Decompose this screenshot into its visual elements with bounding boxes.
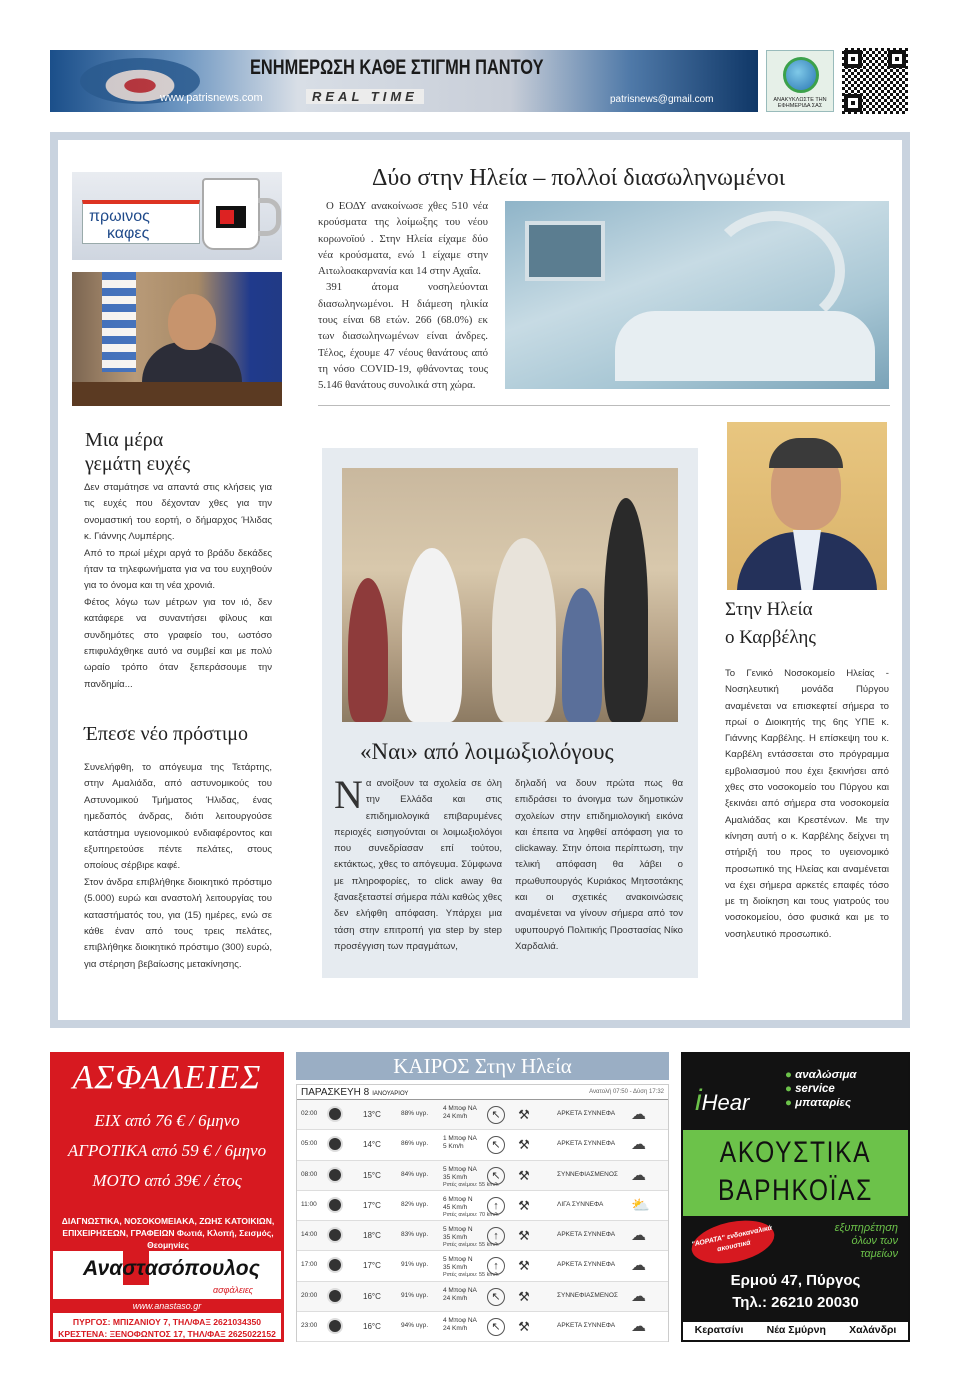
windmill-icon: ⚒	[518, 1319, 530, 1335]
weather-temp: 16°C	[363, 1291, 381, 1301]
wind-direction-icon: ↑	[487, 1257, 505, 1275]
top-banner[interactable]	[50, 50, 758, 112]
adult-figure	[604, 498, 648, 722]
weather-row	[297, 1282, 668, 1312]
cloud-icon: ☁	[631, 1287, 646, 1305]
kafes-text	[89, 208, 150, 242]
weather-humidity: 91% υγρ.	[401, 1291, 429, 1299]
schools-col1-text: α ανοίξουν τα σχολεία σε όλη την Ελλάδα και στις επιδημιολογικά επιβαρυμένες περιοχές εισηγούνται οι λοιμωξιολόγοι που συνεδρίασαν επί τούτου, εκτάκτως, χθες το απόγευμα. Σύμφωνα με πληροφορίες, το click away θα ξαναεξεταστεί σήμερα πάλι καθώς χθες δεν ελήφθη απόφαση. Υπάρχει μια τάση στην επιτροπή για step by step προσέγγιση των πραγμάτων,	[334, 778, 502, 952]
hear-service-note	[835, 1222, 898, 1261]
hear-address: Ερμού 47, Πύργος	[730, 1272, 861, 1289]
weather-temp: 16°C	[363, 1322, 381, 1332]
weather-desc: ΑΡΚΕΤΑ ΣΥΝΝΕΦΑ	[557, 1110, 616, 1117]
weather-humidity: 83% υγρ.	[401, 1231, 429, 1239]
weather-temp: 18°C	[363, 1231, 381, 1241]
cloud-icon: ☁	[631, 1257, 646, 1275]
insurance-offer: ΕΙΧ από 76 € / 6μηνο	[94, 1111, 240, 1130]
weather-wind: 5 Μποφ NA	[443, 1165, 477, 1173]
insurance-ad-top	[53, 1055, 281, 1251]
insurance-title: ΑΣΦΑΛΕΙΕΣ	[72, 1059, 262, 1096]
clock-icon	[327, 1257, 343, 1273]
hear-city: Χαλάνδρι	[849, 1324, 897, 1336]
weather-desc: ΑΡΚΕΤΑ ΣΥΝΝΕΦΑ	[557, 1261, 616, 1269]
hear-phone[interactable]: Τηλ.: 26210 20030	[732, 1294, 859, 1311]
covid-paragraph: 391 άτομα νοσηλεύονται διασωληνωμένοι. Η διάμεση ηλικία τους είναι 68 ετών. 266 (68.0%) εκ των διασωληνωμένων είναι άνδρες. Τέλος, έχουμε 47 νέους θανάτους από τη νόσο COVID-19, φθάνοντας τους 5.146 θανάτους συνολικά στη χώρα.	[318, 281, 488, 392]
cloud-icon: ☁	[631, 1136, 646, 1154]
child-figure	[562, 588, 602, 722]
banner-realtime: REAL TIME	[306, 89, 424, 104]
recycle-globe-icon	[783, 57, 819, 93]
schools-title: «Ναι» από λοιμωξιολόγους	[360, 739, 614, 764]
fine-title: Έπεσε νέο πρόστιμο	[84, 723, 248, 745]
weather-table	[296, 1084, 669, 1342]
clock-icon	[327, 1288, 343, 1304]
hear-headline: ΒΑΡΗΚΟΪΑΣ	[717, 1174, 873, 1207]
banner-website[interactable]: www.patrisnews.com	[160, 92, 263, 104]
weather-row	[297, 1221, 668, 1251]
windmill-icon: ⚒	[518, 1167, 530, 1183]
weather-day	[301, 1087, 408, 1098]
cloud-icon: ⛅	[631, 1196, 650, 1214]
child-figure	[348, 578, 388, 722]
karvelis-photo	[727, 422, 887, 590]
mayor-face	[168, 294, 216, 350]
weather-wind: 5 Μποφ N	[443, 1226, 473, 1234]
kafes-line1: πρωινος	[89, 208, 150, 225]
coffee-mug-icon	[202, 178, 260, 250]
insurance-brand: Αναστασόπουλος	[83, 1257, 260, 1280]
weather-gust: Ριπές ανέμου: 55 km/h	[443, 1242, 499, 1249]
weather-time: 11:00	[301, 1200, 317, 1208]
insurance-offer: ΜΟΤΟ από 39€ / έτος	[92, 1171, 242, 1190]
insurance-address: ΠΥΡΓΟΣ: ΜΠΙΖΑΝΙΟΥ 7, ΤΗΛ/ΦΑΞ 2621034350	[72, 1317, 262, 1327]
kafes-sign	[82, 200, 200, 244]
clock-icon	[327, 1106, 343, 1122]
hear-logo-text: Hear	[701, 1090, 750, 1115]
hear-badge: "ΑΟΡΑΤΑ" ενδοκαναλικά ακουστικά	[688, 1214, 778, 1271]
weather-time: 08:00	[301, 1170, 318, 1178]
weather-row	[297, 1191, 668, 1221]
clock-icon	[327, 1167, 343, 1183]
weather-desc: ΑΡΚΕΤΑ ΣΥΝΝΕΦΑ	[557, 1322, 616, 1330]
weather-day-header	[297, 1085, 668, 1100]
child-figure	[402, 548, 462, 722]
fine-paragraph: Συνελήφθη, το απόγευμα της Τετάρτης, στην Αμαλιάδα, από αστυνομικούς του Αστυνομικού Τμήματος Ήλιδας, ένας ημεδαπός άνδρας, διότι λειτουργούσε κατάστημα υγειονομικού ενδιαφέροντος και εξυπηρετούσε πέντε πελάτες, στους οποίους σέρβιρε καφέ.	[84, 762, 272, 872]
weather-wind: 4 Μποφ NA	[443, 1105, 477, 1112]
hear-city: Κερατσίνι	[694, 1324, 744, 1336]
weather-speed: 45 Km/h	[443, 1203, 468, 1211]
weather-temp: 13°C	[363, 1110, 381, 1119]
main-article-title: Δύο στην Ηλεία – πολλοί διασωληνωμένοι	[372, 165, 786, 191]
windmill-icon: ⚒	[518, 1288, 530, 1304]
hear-logo	[695, 1084, 749, 1118]
weather-temp: 17°C	[363, 1200, 381, 1210]
kafes-column-logo	[72, 172, 282, 260]
weather-temp: 17°C	[363, 1261, 381, 1271]
covid-body	[318, 198, 488, 394]
wind-direction-icon: ↖	[487, 1106, 505, 1124]
karvelis-body: Το Γενικό Νοσοκομείο Ηλείας - Νοσηλευτική μονάδα Πύργου αναμένεται να επισκεφτεί σήμερα το πρωί ο Διοικητής της 6ης ΥΠΕ κ. Γιάννης Καρβέλης. Η επίσκεψη του κ. Καρβέλη εντάσσεται στο πρόγραμμα εμβολιασμού που έχει ξεκινήσει από χθες στο νοσοκομείο του Πύργου και ξεκινάει από σήμερα στα νοσοκομεία Αμαλιάδας και Κρεστένων. Με την κίνηση αυτή ο κ. Καρβέλης δείχνει τη στήριξή του προς το υγειονομικό προσωπικό της Ηλείας και αναμένεται να έχει σήμερα αρκετές επαφές τόσο με τη διοίκηση και τους γιατρούς του νοσοκομείου, όσο φυσικά και με το νοσηλευτικό προσωπικό.	[725, 668, 889, 940]
hear-i-icon: i	[695, 1084, 702, 1117]
hear-cities	[683, 1324, 908, 1336]
insurance-address: ΚΡΕΣΤΕΝΑ: ΞΕΝΟΦΩΝΤΟΣ 17, ΤΗΛ/ΦΑΞ 2625022152	[58, 1329, 276, 1339]
hear-green-band	[683, 1130, 908, 1216]
wishes-title-line2: γεμάτη ευχές	[85, 453, 191, 475]
weather-widget	[296, 1052, 669, 1342]
wishes-title	[85, 428, 190, 476]
insurance-offer: ΑΓΡΟΤΙΚΑ από 59 € / 6μηνο	[67, 1141, 267, 1160]
weather-wind: 6 Μποφ N	[443, 1195, 473, 1203]
weather-desc: ΣΥΝΝΕΦΙΑΣΜΕΝΟΣ	[557, 1291, 618, 1299]
dropcap: Ν	[334, 772, 363, 817]
hear-note-line: όλων των	[851, 1235, 898, 1247]
weather-desc: ΑΡΚΕΤΑ ΣΥΝΝΕΦΑ	[557, 1140, 616, 1148]
hear-service-item: service	[795, 1083, 835, 1095]
weather-speed: 35 Km/h	[443, 1234, 468, 1242]
windmill-icon: ⚒	[518, 1137, 530, 1153]
weather-time: 23:00	[301, 1322, 318, 1330]
wishes-title-line1: Μια μέρα	[85, 429, 164, 451]
wind-direction-icon: ↖	[487, 1318, 505, 1336]
insurance-ad[interactable]	[50, 1052, 284, 1342]
wishes-paragraph: Φέτος λόγω των μέτρων για τον ιό, δεν κατάφερε να συναντήσει φίλους και συνδημότες στο γραφείο του, ωστόσο επιφυλάχθηκε αυτό να συμβεί και με πολύ ωραίο τρόπο όταν ξεπεράσουμε την πανδημία...	[84, 596, 272, 690]
schools-column-2: δηλαδή να δουν πρώτα πως θα επιδράσει το άνοιγμα των δημοτικών σχολείων στην επιδημιολογική εικόνα και έπειτα να ληφθεί απόφαση για το clickaway. Στην όποια περίπτωση, την τελική απόφαση θα λάβει ο πρωθυπουργός Κυριάκος Μητσοτάκης και οι σχετικές ανακοινώσεις αναμένεται να γίνουν σήμερα από τον υφυπουργό Πολιτικής Προστασίας Νίκο Χαρδαλιά.	[515, 778, 683, 952]
hear-city: Νέα Σμύρνη	[766, 1324, 826, 1336]
covid-paragraph: Ο ΕΟΔΥ ανακοίνωσε χθες 510 νέα κρούσματα της λοίμωξης του νέου κορωνοϊού . Στην Ηλεία είχαμε δύο νέα κρούσματα, ενώ 1 είχαμε στην Αιτωλοακαρνανία και 14 στην Αχαΐα.	[318, 200, 488, 278]
banner-email[interactable]: patrisnews@gmail.com	[610, 94, 714, 105]
clock-icon	[327, 1227, 343, 1243]
weather-time: 20:00	[301, 1291, 318, 1299]
weather-humidity: 82% υγρ.	[401, 1200, 429, 1208]
weather-speed: 24 Km/h	[443, 1325, 468, 1333]
weather-speed: 35 Km/h	[443, 1264, 468, 1272]
cloud-icon: ☁	[631, 1227, 646, 1245]
weather-month: ΙΑΝΟΥΑΡΙΟΥ	[372, 1090, 409, 1097]
mayor-photo	[72, 272, 282, 406]
weather-humidity: 91% υγρ.	[401, 1261, 429, 1269]
kafes-line2: καφες	[107, 225, 150, 242]
weather-wind: 5 Μποφ N	[443, 1256, 473, 1264]
wind-direction-icon: ↖	[487, 1288, 505, 1306]
weather-time: 02:00	[301, 1110, 318, 1117]
cloud-icon: ☁	[631, 1106, 646, 1123]
karvelis-title-line2: ο Καρβέλης	[725, 627, 816, 648]
schools-column-1	[334, 772, 502, 955]
clock-icon	[327, 1136, 343, 1152]
weather-row	[297, 1161, 668, 1191]
insurance-brand-sub: ασφάλειες	[212, 1285, 253, 1295]
weather-desc: ΑΡΚΕΤΑ ΣΥΝΝΕΦΑ	[557, 1231, 616, 1239]
hearing-aid-ad[interactable]	[681, 1052, 910, 1342]
weather-humidity: 86% υγρ.	[401, 1140, 429, 1148]
cloud-icon: ☁	[631, 1166, 646, 1184]
wishes-paragraph: Δεν σταμάτησε να απαντά στις κλήσεις για τις ευχές που δέχονταν χθες για την ονομαστική του εορτή, ο δήμαρχος Ήλιδας κ. Γιάννης Λυμπέρης.	[84, 482, 272, 543]
insurance-website[interactable]: www.anastaso.gr	[53, 1299, 281, 1313]
hospital-bed-graphic	[615, 311, 875, 381]
weather-speed: 35 Km/h	[443, 1173, 468, 1181]
weather-day-name: ΠΑΡΑΣΚΕΥΗ 8	[301, 1086, 370, 1098]
weather-time: 05:00	[301, 1140, 318, 1148]
weather-row	[297, 1251, 668, 1281]
wishes-paragraph: Από το πρωί μέχρι αργά το βράδυ δεκάδες ήταν τα τηλεφωνήματα για να του ευχηθούν για το όνομα και τη νέα χρονιά.	[84, 547, 272, 592]
hear-services: ● αναλώσιμα ● service ● μπαταρίες	[785, 1069, 857, 1109]
windmill-icon: ⚒	[518, 1107, 530, 1122]
windmill-icon: ⚒	[518, 1258, 530, 1274]
weather-temp: 14°C	[363, 1140, 381, 1150]
karvelis-title-line1: Στην Ηλεία	[725, 599, 813, 620]
karvelis-title	[725, 596, 816, 652]
weather-row	[297, 1130, 668, 1160]
hair-graphic	[769, 438, 843, 468]
qr-corner	[844, 50, 862, 68]
weather-desc: ΣΥΝΝΕΦΙΑΣΜΕΝΟΣ	[557, 1170, 618, 1178]
weather-humidity: 88% υγρ.	[401, 1110, 429, 1117]
greek-flag-icon	[102, 272, 136, 372]
child-figure	[492, 538, 556, 722]
icu-photo	[505, 201, 889, 389]
wishes-body	[84, 480, 272, 693]
wind-direction-icon: ↖	[487, 1167, 505, 1185]
weather-wind: 4 Μποφ NA	[443, 1286, 477, 1294]
clock-icon	[327, 1318, 343, 1334]
wind-direction-icon: ↖	[487, 1136, 505, 1154]
hearing-ad-body	[683, 1054, 908, 1322]
cloud-icon: ☁	[631, 1318, 646, 1336]
wind-direction-icon: ↑	[487, 1227, 505, 1245]
weather-title: ΚΑΙΡΟΣ Στην Ηλεία	[296, 1052, 669, 1080]
weather-speed: 24 Km/h	[443, 1294, 468, 1302]
weather-wind: 4 Μποφ NA	[443, 1317, 477, 1325]
desk	[72, 382, 282, 406]
weather-time: 14:00	[301, 1231, 318, 1239]
weather-humidity: 84% υγρ.	[401, 1170, 429, 1178]
hear-note-line: ταμείων	[860, 1248, 898, 1260]
clock-icon	[327, 1197, 343, 1213]
insurance-categories: ΔΙΑΓΝΩΣΤΙΚΑ, ΝΟΣΟΚΟΜΕΙΑΚΑ, ΖΩΗΣ ΚΑΤΟΙΚΙΩΝ, ΕΠΙΧΕΙΡΗΣΕΩΝ, ΓΡΑΦΕΙΩΝ Φωτιά, Κλοπή, Σεισμός, Θεομηνίες	[61, 1216, 275, 1250]
hear-headline: ΑΚΟΥΣΤΙΚΑ	[719, 1136, 872, 1169]
weather-speed: 5 Km/h	[443, 1143, 464, 1151]
weather-humidity: 94% υγρ.	[401, 1322, 429, 1330]
weather-gust: Ριπές ανέμου: 70 km/h	[443, 1211, 499, 1218]
divider	[318, 405, 890, 406]
hear-service-item: αναλώσιμα	[795, 1069, 857, 1081]
fine-paragraph: Στον άνδρα επιβλήθηκε διοικητικό πρόστιμο (5.000) ευρώ και αναστολή λειτουργίας του καταστήματός του, για (15) ημέρες, ενώ σε κάθε έναν από τους τρεις πελάτες, επιβλήθηκε διοικητικό πρόστιμο (300) ευρώ, για στέρηση βεβαίωσης μετακίνησης.	[84, 876, 272, 970]
windmill-icon: ⚒	[518, 1228, 530, 1244]
wind-direction-icon: ↑	[487, 1197, 505, 1215]
weather-gust: Ριπές ανέμου: 55 km/h	[443, 1181, 499, 1188]
weather-desc: ΛΙΓΑ ΣΥΝΝΕΦΑ	[557, 1200, 604, 1208]
weather-gust: Ριπές ανέμου: 55 km/h	[443, 1272, 499, 1279]
recycle-badge	[766, 50, 834, 112]
weather-temp: 15°C	[363, 1170, 381, 1180]
school-children-photo	[342, 468, 678, 722]
weather-rows	[297, 1100, 668, 1342]
banner-title: ΕΝΗΜΕΡΩΣΗ ΚΑΘΕ ΣΤΙΓΜΗ ΠΑΝΤΟΥ	[250, 56, 544, 79]
weather-row	[297, 1312, 668, 1342]
hear-service-item: μπαταρίες	[795, 1097, 852, 1109]
weather-row	[297, 1100, 668, 1130]
fine-body	[84, 760, 272, 973]
qr-corner	[844, 94, 862, 112]
weather-time: 17:00	[301, 1261, 318, 1269]
windmill-icon: ⚒	[518, 1197, 530, 1213]
hear-note-line: εξυπηρέτηση	[834, 1222, 898, 1234]
qr-corner	[888, 50, 906, 68]
weather-speed: 24 Km/h	[443, 1113, 468, 1120]
qr-code[interactable]	[842, 48, 908, 114]
weather-wind: 1 Μποφ NA	[443, 1135, 477, 1143]
recycle-text: ΑΝΑΚΥΚΛΩΣΤΕ ΤΗΝ ΕΦΗΜΕΡΙΔΑ ΣΑΣ	[773, 96, 827, 109]
weather-sun-times: Ανατολή 07:50 - Δύση 17:32	[589, 1089, 664, 1095]
monitor-graphic	[525, 221, 605, 281]
